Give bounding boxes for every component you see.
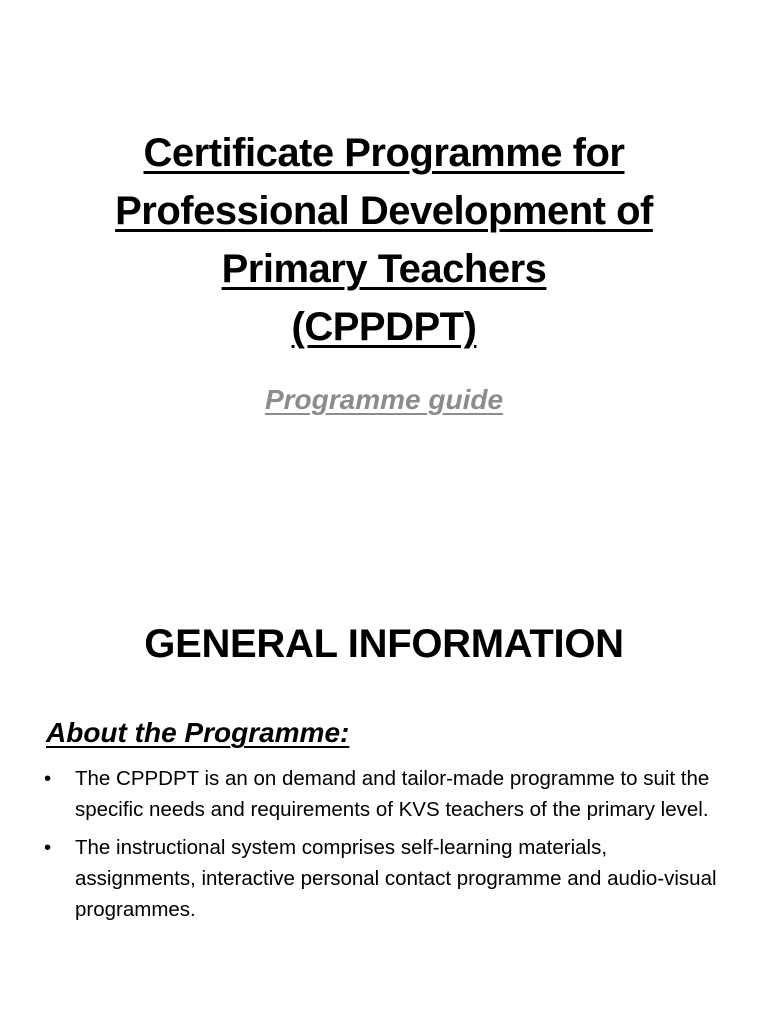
section-heading: GENERAL INFORMATION: [144, 622, 624, 666]
bullet-text: The CPPDPT is an on demand and tailor-made programme to suit the specific needs and requirements of KVS teachers of the primary level.: [75, 767, 710, 821]
bullet-icon: •: [44, 767, 52, 790]
subsection-title: About the Programme:: [46, 717, 350, 748]
slide-subtitle: Programme guide: [264, 384, 504, 415]
title-line-3: Primary Teachers: [221, 247, 547, 291]
title-line-1: Certificate Programme for: [143, 131, 625, 175]
list-item: [40, 832, 720, 925]
info-slide: [0, 512, 768, 1024]
slide-title: [40, 124, 728, 356]
title-line-4: (CPPDPT): [291, 305, 477, 349]
list-item: [40, 763, 720, 825]
bullet-list: [40, 763, 720, 932]
bullet-text: The instructional system comprises self-learning materials, assignments, interactive personal contact programme and audio-visual programmes.: [75, 836, 717, 921]
bullet-icon: •: [44, 836, 52, 859]
title-line-2: Professional Development of: [115, 189, 653, 233]
